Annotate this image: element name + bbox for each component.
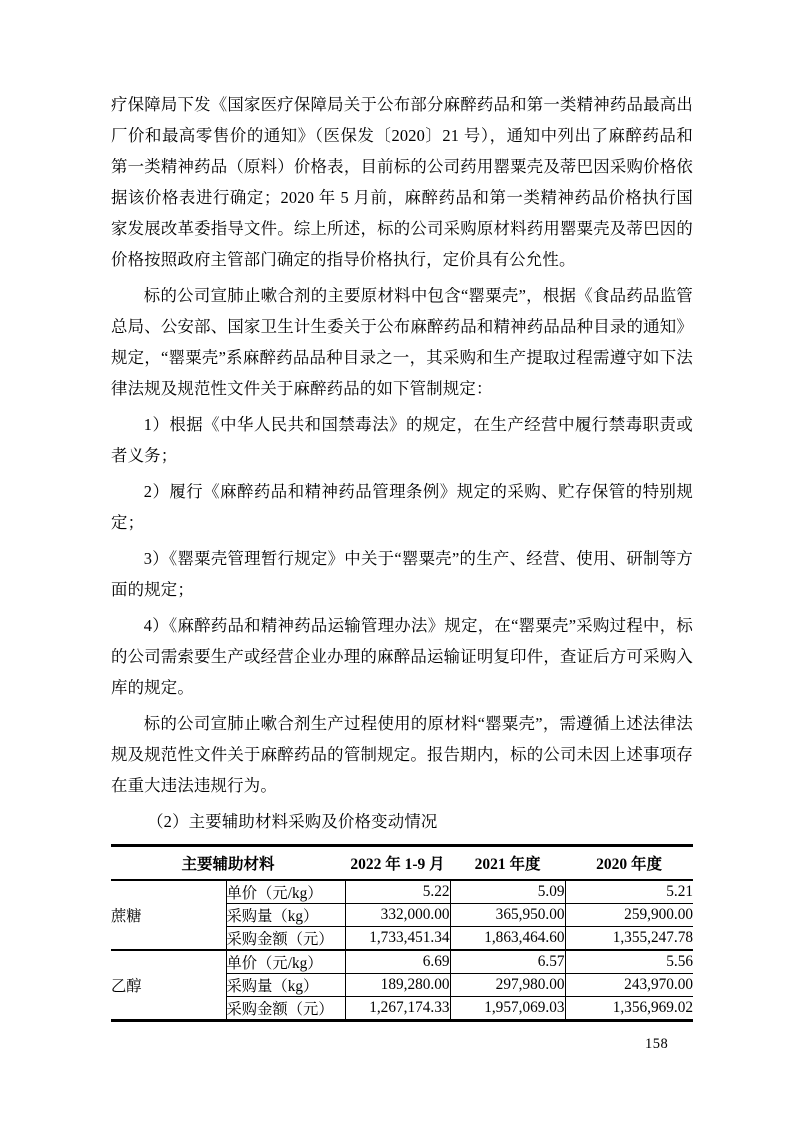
table-row xyxy=(111,950,693,974)
header-main-materials: 主要辅助材料 xyxy=(111,846,345,881)
value-cell: 5.21 xyxy=(565,880,693,904)
list-item-3: 3）《罂粟壳管理暂行规定》中关于“罂粟壳”的生产、经营、使用、研制等方面的规定； xyxy=(111,549,693,599)
list-item-2: 2）履行《麻醉药品和精神药品管理条例》规定的采购、贮存保管的特别规定； xyxy=(111,482,693,532)
value-cell: 243,970.00 xyxy=(565,974,693,997)
list-item-1: 1）根据《中华人民共和国禁毒法》的规定，在生产经营中履行禁毒职责或者义务； xyxy=(111,415,693,465)
value-cell: 1,957,069.03 xyxy=(450,997,565,1021)
metric-label: 采购量（kg） xyxy=(226,904,345,927)
paragraph: 标的公司宣肺止嗽合剂生产过程使用的原材料“罂粟壳”，需遵循上述法律法规及规范性文件关于麻醉药品的管制规定。报告期内，标的公司未因上述事项存在重大违法违规行为。 xyxy=(111,714,693,795)
value-cell: 1,356,969.02 xyxy=(565,997,693,1021)
value-cell: 259,900.00 xyxy=(565,904,693,927)
value-cell: 1,733,451.34 xyxy=(345,927,450,951)
page-content xyxy=(111,89,693,1022)
metric-label: 单价（元/kg） xyxy=(226,950,345,974)
material-name: 蔗糖 xyxy=(111,908,142,925)
value-cell: 365,950.00 xyxy=(450,904,565,927)
paragraph: 疗保障局下发《国家医疗保障局关于公布部分麻醉药品和第一类精神药品最高出厂价和最高零售价的通知》（医保发〔2020〕21 号），通知中列出了麻醉药品和第一类精神药品（原料）价格表，目前标的公司药用罂粟壳及蒂巴因采购价格依据该价格表进行确定；2020 年 5 月前，麻醉药品和第一类精神药品价格执行国家发展改革委指导文件。综上所述，标的公司采购原材料药用罂粟壳及蒂巴因的价格按照政府主管部门确定的指导价格执行，定价具有公允性。 xyxy=(111,95,693,269)
value-cell: 1,267,174.33 xyxy=(345,997,450,1021)
value-cell: 5.56 xyxy=(565,950,693,974)
value-cell: 332,000.00 xyxy=(345,904,450,927)
list-item-4: 4）《麻醉药品和精神药品运输管理办法》规定，在“罂粟壳”采购过程中，标的公司需索要生产或经营企业办理的麻醉品运输证明复印件，查证后方可采购入库的规定。 xyxy=(111,616,693,697)
metric-label: 采购量（kg） xyxy=(226,974,345,997)
header-2022: 2022 年 1-9 月 xyxy=(345,846,450,881)
page-number: 158 xyxy=(645,1036,669,1052)
auxiliary-materials-table xyxy=(111,844,693,1022)
metric-label: 采购金额（元） xyxy=(226,997,345,1021)
value-cell: 6.69 xyxy=(345,950,450,974)
metric-label: 单价（元/kg） xyxy=(226,880,345,904)
value-cell: 1,863,464.60 xyxy=(450,927,565,951)
value-cell: 297,980.00 xyxy=(450,974,565,997)
header-2021: 2021 年度 xyxy=(450,846,565,881)
section-heading: （2）主要辅助材料采购及价格变动情况 xyxy=(147,812,438,831)
header-2020: 2020 年度 xyxy=(565,846,693,881)
table-row xyxy=(111,880,693,904)
value-cell: 189,280.00 xyxy=(345,974,450,997)
table-header-row xyxy=(111,846,693,881)
metric-label: 采购金额（元） xyxy=(226,927,345,951)
value-cell: 5.09 xyxy=(450,880,565,904)
value-cell: 5.22 xyxy=(345,880,450,904)
value-cell: 1,355,247.78 xyxy=(565,927,693,951)
material-name: 乙醇 xyxy=(111,950,226,1021)
value-cell: 6.57 xyxy=(450,950,565,974)
paragraph: 标的公司宣肺止嗽合剂的主要原材料中包含“罂粟壳”，根据《食品药品监管总局、公安部、国家卫生计生委关于公布麻醉药品和精神药品品种目录的通知》规定，“罂粟壳”系麻醉药品品种目录之一，其采购和生产提取过程需遵守如下法律法规及规范性文件关于麻醉药品的如下管制规定： xyxy=(111,286,693,398)
